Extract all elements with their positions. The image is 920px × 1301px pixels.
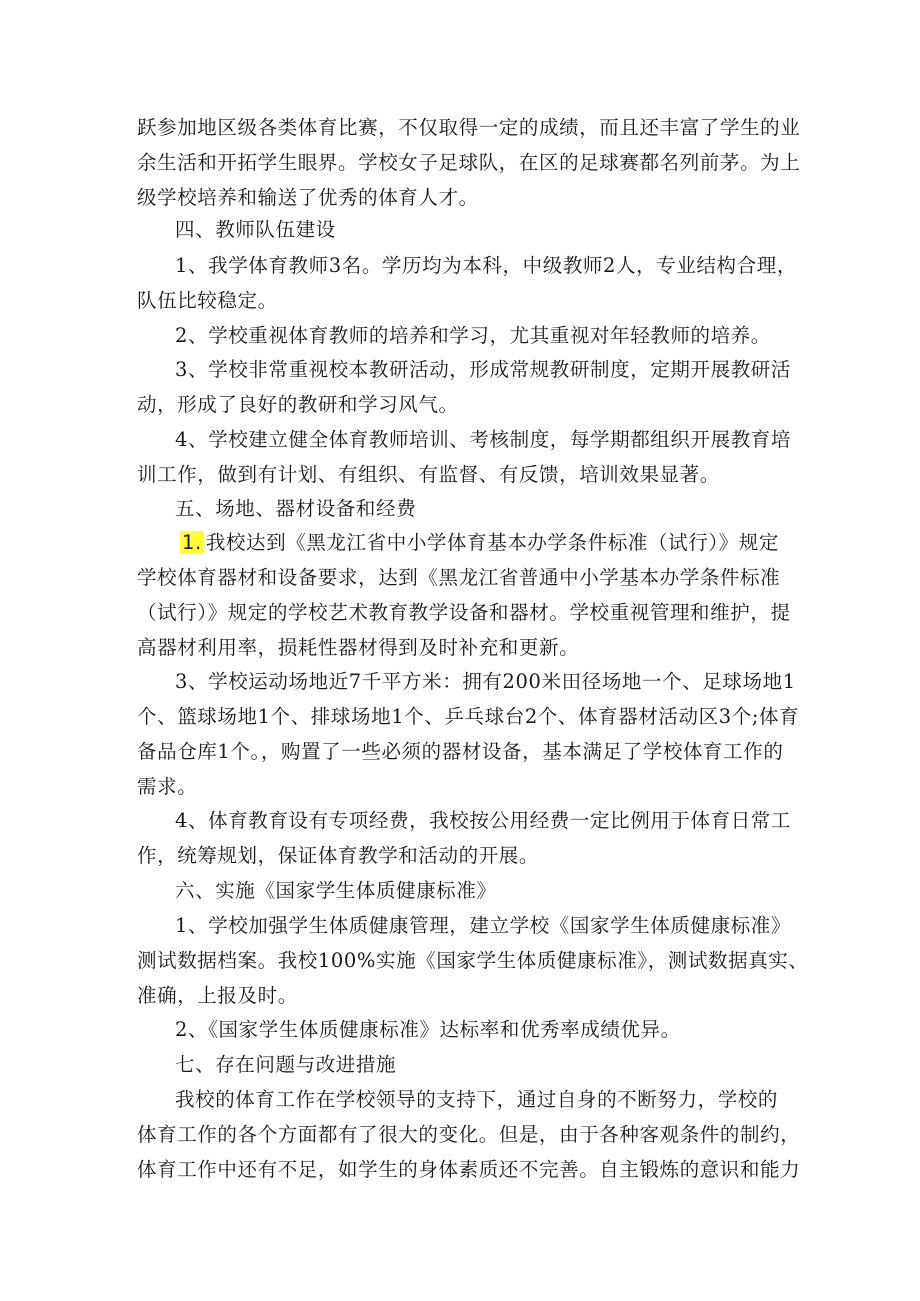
text-line: 测试数据档案。我校100%实施《国家学生体质健康标准》，测试数据真实、 <box>137 949 809 972</box>
text-line: 我校的体育工作在学校领导的支持下，通过自身的不断努力，学校的 <box>175 1088 779 1111</box>
text-line: 1、我学体育教师3名。学历均为本科，中级教师2人，专业结构合理， <box>175 254 797 277</box>
text-line: 1、学校加强学生体质健康管理，建立学校《国家学生体质健康标准》 <box>175 914 792 937</box>
section-heading: 七、存在问题与改进措施 <box>175 1053 397 1076</box>
text-line: 4、体育教育设有专项经费，我校按公用经费一定比例用于体育日常工 <box>175 809 792 832</box>
text-line: 队伍比较稳定。 <box>137 289 278 312</box>
section-heading: 四、教师队伍建设 <box>175 218 336 241</box>
text-line: 作，统筹规划，保证体育教学和活动的开展。 <box>137 844 540 867</box>
text-line: 3、学校非常重视校本教研活动，形成常规教研制度，定期开展教研活 <box>175 358 792 381</box>
text-line: 动，形成了良好的教研和学习风气。 <box>137 393 459 416</box>
text-line: 2、学校重视体育教师的培养和学习，尤其重视对年轻教师的培养。 <box>175 324 771 347</box>
text-line: 体育工作中还有不足，如学生的身体素质还不完善。自主锻炼的意识和能力 <box>137 1158 801 1181</box>
text-line: 准确，上报及时。 <box>137 984 298 1007</box>
text-line <box>175 528 779 558</box>
text-line: 学校体育器材和设备要求，达到《黑龙江省普通中小学基本办学条件标准 <box>137 566 781 589</box>
text-line: 3、学校运动场地近7千平方米：拥有200米田径场地一个、足球场地1 <box>175 670 796 693</box>
text-span: 我校达到《黑龙江省中小学体育基本办学条件标准（试行）》规定 <box>205 531 779 554</box>
text-line: 需求。 <box>137 775 198 798</box>
text-line: 跃参加地区级各类体育比赛，不仅取得一定的成绩，而且还丰富了学生的业 <box>137 116 801 139</box>
text-line: 4、学校建立健全体育教师培训、考核制度，每学期都组织开展教育培 <box>175 428 792 451</box>
section-heading: 五、场地、器材设备和经费 <box>175 497 417 520</box>
text-line: 备品仓库1个。，购置了一些必须的器材设备，基本满足了学校体育工作的 <box>137 740 784 763</box>
text-line: 级学校培养和输送了优秀的体育人才。 <box>137 186 479 209</box>
text-line: 2、《国家学生体质健康标准》达标率和优秀率成绩优异。 <box>175 1018 681 1041</box>
text-line: 高器材利用率，损耗性器材得到及时补充和更新。 <box>137 636 580 659</box>
section-heading: 六、实施《国家学生体质健康标准》 <box>175 879 497 902</box>
text-line: 余生活和开拓学生眼界。学校女子足球队，在区的足球赛都名列前茅。为上 <box>137 151 801 174</box>
highlighted-number: 1. <box>182 531 202 554</box>
text-line: 体育工作的各个方面都有了很大的变化。但是，由于各种客观条件的制约， <box>137 1123 801 1146</box>
text-line: 训工作，做到有计划、有组织、有监督、有反馈，培训效果显著。 <box>137 463 720 486</box>
text-line: （试行）》规定的学校艺术教育教学设备和器材。学校重视管理和维护，提 <box>137 601 791 624</box>
text-line: 个、篮球场地1个、排球场地1个、乒乓球台2个、体育器材活动区3个;体育 <box>137 705 800 728</box>
